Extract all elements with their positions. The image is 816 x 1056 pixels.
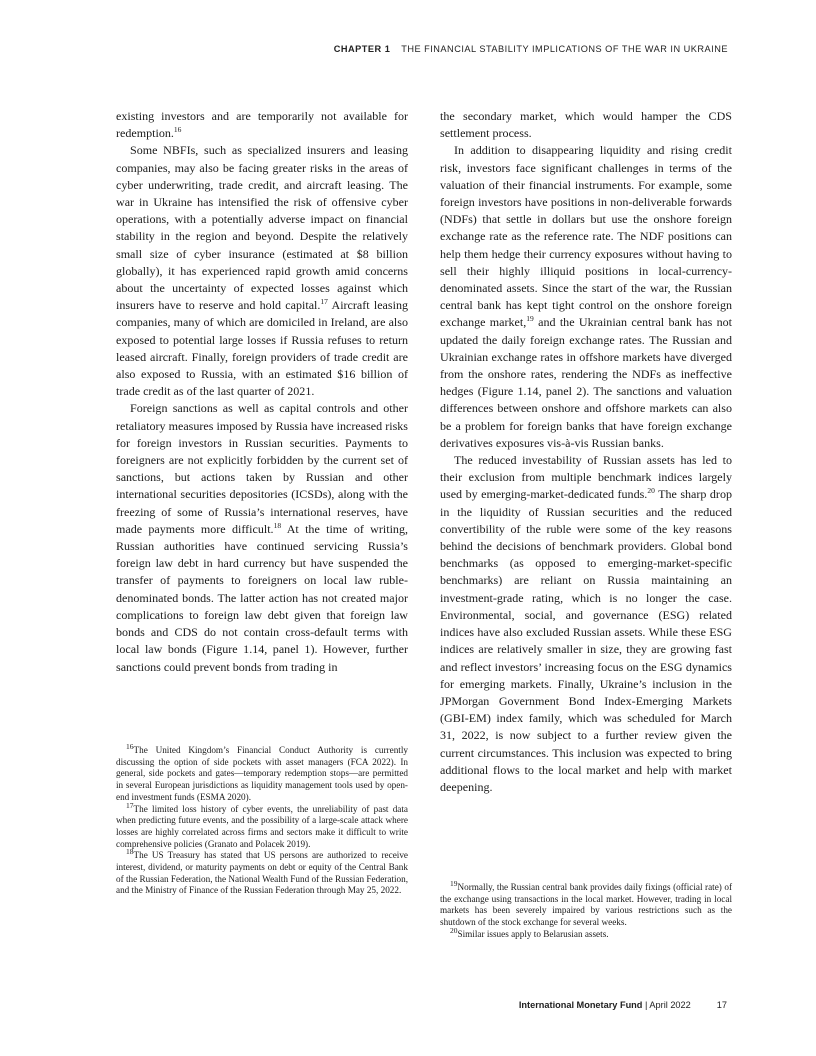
footnote-ref[interactable]: 16: [173, 125, 182, 135]
page-number: 17: [716, 1000, 727, 1010]
right-column: [440, 108, 732, 796]
paragraph: Some NBFIs, such as specialized insurers and leasing companies, may also be facing greater risks in the areas of cyber underwriting, trade credit, and aircraft leasing. The war in Ukraine has intensified the risk of offensive cyber operations, with a potentially adverse impact on financial stability in the region and beyond. Despite the relatively small size of cyber insurance (estimated at $8 billion globally), it has experienced rapid growth amid concerns about the uncertainty of expected losses against which insurers have to reserve and hold capital.$^{17}$ Aircraft leasing companies, many of which are domiciled in Ireland, are also exposed to potential large losses if Russia refuses to return leased aircraft. Finally, foreign providers of trade credit are also exposed to Russia, with an estimated $16 billion of trade credit as of the last quarter of 2021.: [116, 143, 408, 399]
chapter-label: CHAPTER 1: [333, 44, 391, 54]
footnote-ref[interactable]: 18: [273, 520, 282, 530]
footnote: $^{16}$The United Kingdom’s Financial Conduct Authority is currently discussing the option of side pockets with asset managers (FCA 2022). In general, side pockets and gates—temporary redemption stops—are permitted in several European jurisdictions as liquidity management tools used by open-end investment funds (ESMA 2020).: [116, 741, 408, 802]
page-footer: International Monetary Fund | April 2022 17: [518, 1000, 727, 1010]
paragraph: In addition to disappearing liquidity and rising credit risk, investors face significant challenges in terms of the valuation of their financial instruments. For example, some foreign investors have positions in non-deliverable forwards (NDFs) that settle in dollars but use the onshore foreign exchange rate as the reference rate. The NDF positions can help them hedge their currency exposures without having to sell their highly illiquid positions in local-currency-denominated assets. Since the start of the war, the Russian central bank has kept tight control on the onshore foreign exchange market,$^{19}$ and the Ukrainian central bank has not updated the daily foreign exchange rates. The Russian and Ukrainian exchange rates in offshore markets have diverged from the onshore rates, rendering the NDFs as ineffective hedges (Figure 1.14, panel 2). The sanctions and valuation differences between onshore and offshore markets can also be a problem for foreign banks that have foreign exchange derivatives exposures vis-à-vis Russian banks.: [440, 143, 732, 450]
footnote: $^{19}$Normally, the Russian central bank provides daily fixings (official rate) of the exchange using transactions in the local market. However, trading in local markets has been severely impaired by various restrictions such as the shutdown of the stock exchange for several weeks.: [440, 878, 732, 928]
paragraph: The reduced investability of Russian assets has led to their exclusion from multiple benchmark indices largely used by emerging-market-dedicated funds.$^{20}$ The sharp drop in the liquidity of Russian securities and the reduced convertibility of the ruble were some of the key reasons behind the decisions of benchmark providers. Global bond benchmarks (as opposed to emerging-market-specific benchmarks) are reliant on Russia maintaining an investment-grade rating, which is no longer the case. Environmental, social, and governance (ESG) related indices have also excluded Russian assets. While these ESG indices are relatively smaller in size, they are growing fast and reflect investors’ increasing focus on the ESG dynamics for emerging markets. Finally, Ukraine’s inclusion in the JPMorgan Government Bond Index-Emerging Markets (GBI-EM) index family, which was scheduled for March 31, 2022, is now subject to a further review given the current circumstances. This inclusion was expected to bring additional flows to the local market and help with market deepening.: [440, 453, 732, 794]
footnote-ref[interactable]: 20: [647, 486, 655, 496]
footnote-ref[interactable]: 17: [320, 297, 328, 307]
footnotes-left: [116, 741, 408, 897]
footnote: $^{20}$Similar issues apply to Belarusian assets.: [450, 925, 609, 939]
paragraph: existing investors and are temporarily not available for redemption.$^{16}$: [116, 109, 408, 141]
issue-date: April 2022: [649, 1000, 691, 1010]
footnote: $^{18}$The US Treasury has stated that US persons are authorized to receive interest, dividend, or maturity payments on debt or equity of the Central Bank of the Russian Federation, the National Wealth Fund of the Russian Federation, and the Ministry of Finance of the Russian Federation through May 25, 2022.: [116, 847, 408, 896]
paragraph: the secondary market, which would hamper the CDS settlement process.: [440, 109, 732, 141]
footnote-ref[interactable]: 19: [526, 314, 534, 324]
footnotes-right: [440, 878, 732, 941]
paragraph: Foreign sanctions as well as capital controls and other retaliatory measures imposed by Russia have increased risks for foreign investors in Russian securities. Payments to foreigners are not explicitly forbidden by the current set of sanctions, but actions taken by Russian and other international securities depositories (ICSDs), along with the freezing of some of Russia’s international reserves, have made payments more difficult.$^{18}$ At the time of writing, Russian authorities have continued servicing Russia’s foreign law debt in hard currency but have suspended the transfer of payments to foreigners on local law ruble-denominated bonds. The latter action has not created major complications to foreign law debt given that foreign law bonds and CDS do not contain cross-default terms with local law bonds (Figure 1.14, panel 1). However, further sanctions could prevent bonds from trading in: [116, 401, 408, 674]
publisher: International Monetary Fund: [518, 1000, 643, 1010]
footnote: $^{17}$The limited loss history of cyber events, the unreliability of past data when predicting future events, and the possibility of a large-scale attack where losses are highly correlated across firms and sectors make it difficult to write comprehensive policies (Granato and Polacek 2019).: [116, 800, 408, 849]
chapter-title: THE FINANCIAL STABILITY IMPLICATIONS OF THE WAR IN UKRAINE: [401, 44, 728, 54]
left-column: [116, 108, 408, 676]
running-header: [334, 44, 728, 54]
